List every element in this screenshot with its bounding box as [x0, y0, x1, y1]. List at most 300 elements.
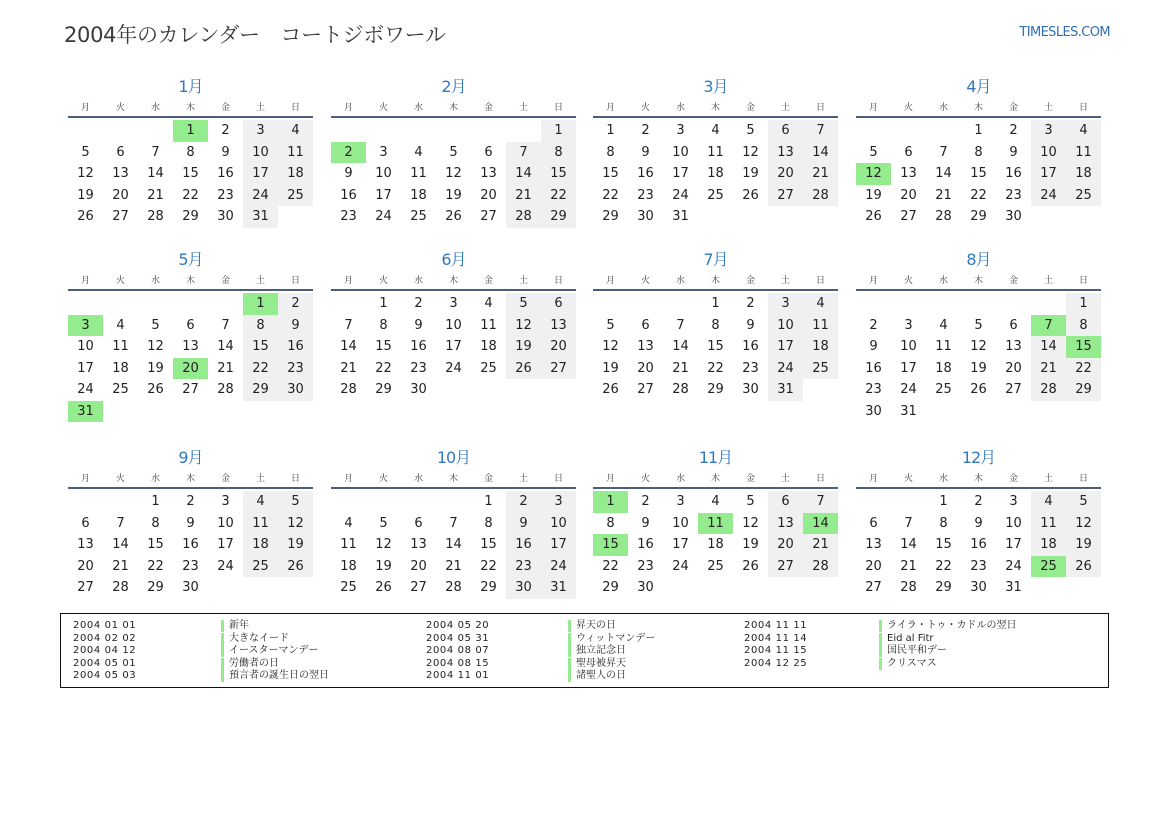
day-cell: 13 — [112, 166, 129, 181]
day-cell — [278, 577, 313, 599]
day-cell: 16 — [865, 360, 882, 376]
day-cell: 1 — [939, 494, 948, 509]
month-title: 6月 — [441, 250, 466, 269]
week-row — [331, 293, 576, 315]
day-cell: 27 — [112, 209, 129, 224]
day-cell: 2 — [278, 293, 313, 315]
weekday-label: 日 — [815, 275, 825, 286]
day-cell: 3 — [221, 494, 230, 509]
day-cell: 10 — [1005, 515, 1022, 531]
weekday-label: 月 — [868, 473, 878, 484]
weekday-label: 土 — [518, 275, 528, 286]
week-row — [593, 336, 838, 358]
day-cell: 18 — [410, 187, 427, 203]
day-cell: 24 — [672, 558, 689, 574]
day-cell: 27 — [1005, 382, 1022, 397]
day-cell: 19 — [278, 534, 313, 556]
day-cell — [1066, 206, 1101, 228]
day-cell — [208, 577, 243, 599]
day-cell — [1066, 401, 1101, 423]
month-4 — [856, 76, 1101, 228]
day-cell: 21 — [900, 558, 917, 574]
day-cell: 25 — [243, 556, 278, 578]
weekday-label: 火 — [903, 102, 913, 113]
day-cell — [103, 293, 138, 315]
day-cell — [733, 577, 768, 599]
weekday-label: 金 — [745, 102, 755, 113]
day-cell: 11 — [707, 144, 724, 160]
day-cell — [506, 120, 541, 142]
day-cell: 21 — [1031, 358, 1066, 380]
day-cell: 17 — [445, 339, 462, 354]
day-cell: 6 — [869, 515, 878, 531]
day-cell: 5 — [1066, 491, 1101, 513]
day-cell: 23 — [182, 558, 199, 574]
day-cell: 9 — [869, 339, 878, 354]
weekday-label: 日 — [815, 102, 825, 113]
week-row — [593, 206, 838, 228]
day-cell: 27 — [410, 580, 427, 595]
day-cell: 30 — [410, 382, 427, 397]
week-row — [856, 379, 1101, 401]
weekday-header — [856, 271, 1101, 287]
day-cell: 4 — [278, 120, 313, 142]
weekday-label: 火 — [378, 473, 388, 484]
day-cell: 13 — [410, 537, 427, 552]
day-cell: 16 — [506, 534, 541, 556]
day-cell — [541, 379, 576, 401]
holiday-day-cell: 15 — [1066, 336, 1101, 358]
day-cell: 17 — [672, 537, 689, 552]
day-cell: 21 — [506, 185, 541, 207]
month-divider — [593, 289, 838, 291]
day-cell: 24 — [243, 185, 278, 207]
day-cell: 13 — [541, 315, 576, 337]
day-cell: 2 — [641, 494, 650, 509]
week-row — [68, 163, 313, 185]
day-cell: 19 — [147, 360, 164, 376]
week-row — [856, 120, 1101, 142]
day-cell — [926, 401, 961, 423]
day-cell — [278, 401, 313, 423]
holiday-day-cell: 1 — [593, 491, 628, 513]
month-divider — [856, 487, 1101, 489]
day-cell — [891, 491, 926, 513]
day-cell: 20 — [410, 558, 427, 574]
holiday-name: 諸聖人の日 — [568, 670, 626, 682]
month-divider — [331, 116, 576, 118]
week-row — [856, 206, 1101, 228]
holiday-name: 昇天の日 — [568, 620, 616, 632]
weekday-header — [68, 469, 313, 485]
day-cell: 19 — [742, 537, 759, 552]
day-cell: 6 — [186, 317, 195, 333]
day-cell: 19 — [77, 187, 94, 203]
month-title: 7月 — [703, 250, 728, 269]
day-cell: 18 — [803, 336, 838, 358]
weekday-label: 月 — [80, 102, 90, 113]
day-cell — [471, 120, 506, 142]
weekday-label: 火 — [378, 102, 388, 113]
weekday-label: 日 — [553, 473, 563, 484]
day-cell: 22 — [541, 185, 576, 207]
week-row — [593, 534, 838, 556]
week-row — [856, 315, 1101, 337]
day-cell: 29 — [602, 209, 619, 224]
weekday-label: 日 — [1078, 275, 1088, 286]
day-cell — [138, 401, 173, 423]
weekday-label: 土 — [780, 473, 790, 484]
holiday-day-cell: 1 — [173, 120, 208, 142]
weekday-label: 木 — [448, 102, 458, 113]
week-row — [68, 358, 313, 380]
day-cell: 12 — [742, 144, 759, 160]
holiday-name: ウィットマンデー — [568, 633, 655, 645]
weekday-label: 木 — [710, 102, 720, 113]
day-cell — [366, 491, 401, 513]
day-cell: 12 — [278, 513, 313, 535]
weekday-label: 月 — [80, 473, 90, 484]
day-cell: 8 — [974, 144, 983, 160]
day-cell: 28 — [506, 206, 541, 228]
weekday-label: 土 — [255, 473, 265, 484]
week-row — [68, 206, 313, 228]
weekday-label: 水 — [150, 473, 160, 484]
holiday-name: クリスマス — [879, 658, 937, 670]
week-row — [68, 379, 313, 401]
day-cell — [768, 577, 803, 599]
day-cell: 12 — [1066, 513, 1101, 535]
day-cell: 1 — [1066, 293, 1101, 315]
day-cell — [856, 120, 891, 142]
day-cell — [663, 293, 698, 315]
week-row — [68, 513, 313, 535]
day-cell — [733, 206, 768, 228]
day-cell — [173, 293, 208, 315]
day-cell: 17 — [217, 537, 234, 552]
day-cell: 25 — [112, 382, 129, 397]
day-cell: 2 — [221, 123, 230, 138]
day-cell: 1 — [711, 296, 720, 311]
day-cell: 5 — [379, 515, 388, 531]
day-cell — [593, 293, 628, 315]
day-cell: 11 — [803, 315, 838, 337]
day-cell — [996, 401, 1031, 423]
week-row — [593, 120, 838, 142]
day-cell: 14 — [217, 339, 234, 354]
day-cell: 5 — [606, 317, 615, 333]
day-cell: 11 — [410, 166, 427, 181]
day-cell: 10 — [445, 317, 462, 333]
day-cell — [208, 401, 243, 423]
day-cell: 25 — [707, 187, 724, 203]
week-row — [331, 120, 576, 142]
day-cell: 19 — [445, 187, 462, 203]
day-cell: 31 — [1005, 580, 1022, 595]
week-row — [331, 315, 576, 337]
day-cell: 1 — [379, 296, 388, 311]
week-row — [68, 315, 313, 337]
holiday-date: 2004 11 01 — [426, 670, 490, 682]
day-cell: 18 — [278, 163, 313, 185]
day-cell: 28 — [900, 580, 917, 595]
day-cell: 3 — [676, 494, 685, 509]
weekday-label: 土 — [518, 473, 528, 484]
day-cell — [103, 491, 138, 513]
day-cell: 10 — [217, 515, 234, 531]
day-cell: 24 — [1031, 185, 1066, 207]
day-cell: 28 — [803, 185, 838, 207]
page-title: 2004年のカレンダー コートジボワール — [64, 23, 446, 47]
holiday-name: 新年 — [221, 620, 249, 632]
day-cell: 15 — [480, 537, 497, 552]
weekday-header — [331, 469, 576, 485]
day-cell: 30 — [1005, 209, 1022, 224]
day-cell: 9 — [186, 515, 195, 531]
day-cell: 26 — [865, 209, 882, 224]
week-row — [856, 293, 1101, 315]
day-cell — [331, 120, 366, 142]
day-cell: 17 — [1005, 537, 1022, 552]
day-cell: 20 — [480, 187, 497, 203]
day-cell: 4 — [711, 123, 720, 138]
weekday-label: 木 — [973, 473, 983, 484]
month-3 — [593, 76, 838, 228]
day-cell: 30 — [637, 580, 654, 595]
day-cell: 8 — [484, 515, 493, 531]
week-row — [331, 358, 576, 380]
month-divider — [331, 487, 576, 489]
day-cell: 27 — [541, 358, 576, 380]
week-row — [331, 336, 576, 358]
weekday-header — [593, 469, 838, 485]
weekday-label: 土 — [780, 275, 790, 286]
month-divider — [68, 116, 313, 118]
day-cell: 11 — [340, 537, 357, 552]
week-row — [856, 491, 1101, 513]
day-cell: 4 — [803, 293, 838, 315]
week-row — [856, 513, 1101, 535]
day-cell: 21 — [672, 360, 689, 376]
week-row — [856, 534, 1101, 556]
weekday-label: 月 — [343, 473, 353, 484]
day-cell: 30 — [217, 209, 234, 224]
weekday-label: 土 — [255, 275, 265, 286]
day-cell: 17 — [375, 187, 392, 203]
day-cell: 8 — [541, 142, 576, 164]
day-cell: 5 — [81, 144, 90, 160]
day-cell — [436, 120, 471, 142]
holiday-day-cell: 31 — [68, 401, 103, 423]
day-cell: 12 — [602, 339, 619, 354]
day-cell: 23 — [637, 558, 654, 574]
holiday-day-cell: 7 — [1031, 315, 1066, 337]
day-cell: 20 — [112, 187, 129, 203]
month-title: 2月 — [441, 77, 466, 96]
weekday-label: 木 — [185, 102, 195, 113]
week-row — [68, 293, 313, 315]
holiday-date: 2004 05 20 — [426, 620, 490, 631]
weekday-label: 日 — [553, 102, 563, 113]
day-cell: 3 — [1009, 494, 1018, 509]
month-title: 3月 — [703, 77, 728, 96]
holiday-date: 2004 05 01 — [73, 657, 137, 669]
day-cell: 15 — [970, 166, 987, 181]
day-cell: 14 — [445, 537, 462, 552]
day-cell: 3 — [541, 491, 576, 513]
day-cell — [173, 401, 208, 423]
day-cell: 9 — [974, 515, 983, 531]
day-cell: 22 — [707, 360, 724, 376]
day-cell: 30 — [278, 379, 313, 401]
day-cell: 4 — [243, 491, 278, 513]
day-cell: 27 — [182, 382, 199, 397]
day-cell — [436, 491, 471, 513]
day-cell — [331, 293, 366, 315]
day-cell: 15 — [541, 163, 576, 185]
day-cell: 24 — [77, 382, 94, 397]
day-cell: 20 — [768, 534, 803, 556]
week-row — [68, 556, 313, 578]
day-cell: 9 — [746, 317, 755, 333]
day-cell: 28 — [147, 209, 164, 224]
day-cell: 25 — [340, 580, 357, 595]
day-cell: 18 — [480, 339, 497, 354]
weekday-label: 月 — [343, 102, 353, 113]
site-link[interactable]: TIMESLES.COM — [1019, 25, 1110, 40]
day-cell: 27 — [865, 580, 882, 595]
month-2 — [331, 76, 576, 228]
day-cell: 4 — [414, 144, 423, 160]
day-cell: 28 — [935, 209, 952, 224]
day-cell: 18 — [1031, 534, 1066, 556]
month-7 — [593, 249, 838, 401]
day-cell: 18 — [1066, 163, 1101, 185]
holiday-name: 独立記念日 — [568, 645, 626, 657]
week-row — [856, 577, 1101, 599]
day-cell — [243, 401, 278, 423]
week-row — [856, 163, 1101, 185]
day-cell: 8 — [606, 515, 615, 531]
month-1 — [68, 76, 313, 228]
day-cell: 26 — [147, 382, 164, 397]
month-divider — [68, 289, 313, 291]
day-cell: 16 — [410, 339, 427, 354]
month-title: 12月 — [961, 448, 996, 467]
holiday-name: 国民平和デー — [879, 645, 947, 657]
day-cell: 11 — [278, 142, 313, 164]
day-cell: 16 — [217, 166, 234, 181]
day-cell: 29 — [243, 379, 278, 401]
month-9 — [68, 447, 313, 599]
day-cell: 21 — [803, 163, 838, 185]
day-cell: 28 — [112, 580, 129, 595]
day-cell: 13 — [637, 339, 654, 354]
weekday-label: 火 — [640, 473, 650, 484]
day-cell: 5 — [151, 317, 160, 333]
day-cell: 28 — [803, 556, 838, 578]
holiday-name: イースターマンデー — [221, 645, 319, 657]
holiday-date: 2004 08 07 — [426, 645, 490, 657]
day-cell: 3 — [449, 296, 458, 311]
day-cell: 4 — [939, 317, 948, 333]
day-cell: 11 — [243, 513, 278, 535]
weekday-header — [331, 271, 576, 287]
day-cell: 6 — [116, 144, 125, 160]
weekday-header — [68, 271, 313, 287]
weekday-label: 木 — [448, 275, 458, 286]
weekday-label: 木 — [185, 275, 195, 286]
day-cell: 13 — [182, 339, 199, 354]
holiday-list — [60, 613, 1109, 688]
week-row — [856, 556, 1101, 578]
day-cell: 17 — [77, 360, 94, 376]
day-cell: 14 — [506, 163, 541, 185]
week-row — [593, 379, 838, 401]
day-cell: 6 — [904, 144, 913, 160]
day-cell: 10 — [1031, 142, 1066, 164]
day-cell: 22 — [602, 187, 619, 203]
holiday-name: Eid al Fitr — [879, 633, 934, 645]
day-cell: 2 — [974, 494, 983, 509]
weekday-label: 水 — [675, 473, 685, 484]
day-cell: 15 — [147, 537, 164, 552]
holiday-date: 2004 12 25 — [744, 657, 808, 669]
day-cell: 16 — [637, 166, 654, 181]
day-cell: 21 — [112, 558, 129, 574]
day-cell: 15 — [707, 339, 724, 354]
day-cell: 7 — [151, 144, 160, 160]
day-cell: 26 — [742, 187, 759, 203]
day-cell — [208, 293, 243, 315]
day-cell: 6 — [1009, 317, 1018, 333]
day-cell: 17 — [900, 360, 917, 376]
day-cell: 21 — [803, 534, 838, 556]
holiday-date: 2004 05 03 — [73, 670, 137, 682]
day-cell: 24 — [900, 382, 917, 397]
day-cell: 24 — [217, 558, 234, 574]
day-cell: 5 — [746, 494, 755, 509]
day-cell: 22 — [935, 558, 952, 574]
weekday-header — [856, 98, 1101, 114]
day-cell: 23 — [340, 209, 357, 224]
day-cell: 8 — [186, 144, 195, 160]
week-row — [856, 142, 1101, 164]
day-cell: 3 — [676, 123, 685, 138]
day-cell — [961, 401, 996, 423]
weekday-header — [68, 98, 313, 114]
day-cell: 30 — [742, 382, 759, 397]
day-cell: 15 — [375, 339, 392, 354]
day-cell: 2 — [869, 317, 878, 333]
day-cell: 26 — [375, 580, 392, 595]
day-cell: 8 — [711, 317, 720, 333]
day-cell: 20 — [77, 558, 94, 574]
day-cell: 14 — [672, 339, 689, 354]
weekday-label: 火 — [640, 275, 650, 286]
day-cell — [856, 293, 891, 315]
month-title: 10月 — [436, 448, 471, 467]
day-cell: 21 — [445, 558, 462, 574]
day-cell: 12 — [506, 315, 541, 337]
weekday-label: 日 — [290, 473, 300, 484]
day-cell: 18 — [707, 537, 724, 552]
day-cell — [698, 577, 733, 599]
day-cell: 10 — [243, 142, 278, 164]
day-cell: 1 — [484, 494, 493, 509]
day-cell — [803, 379, 838, 401]
day-cell: 7 — [939, 144, 948, 160]
